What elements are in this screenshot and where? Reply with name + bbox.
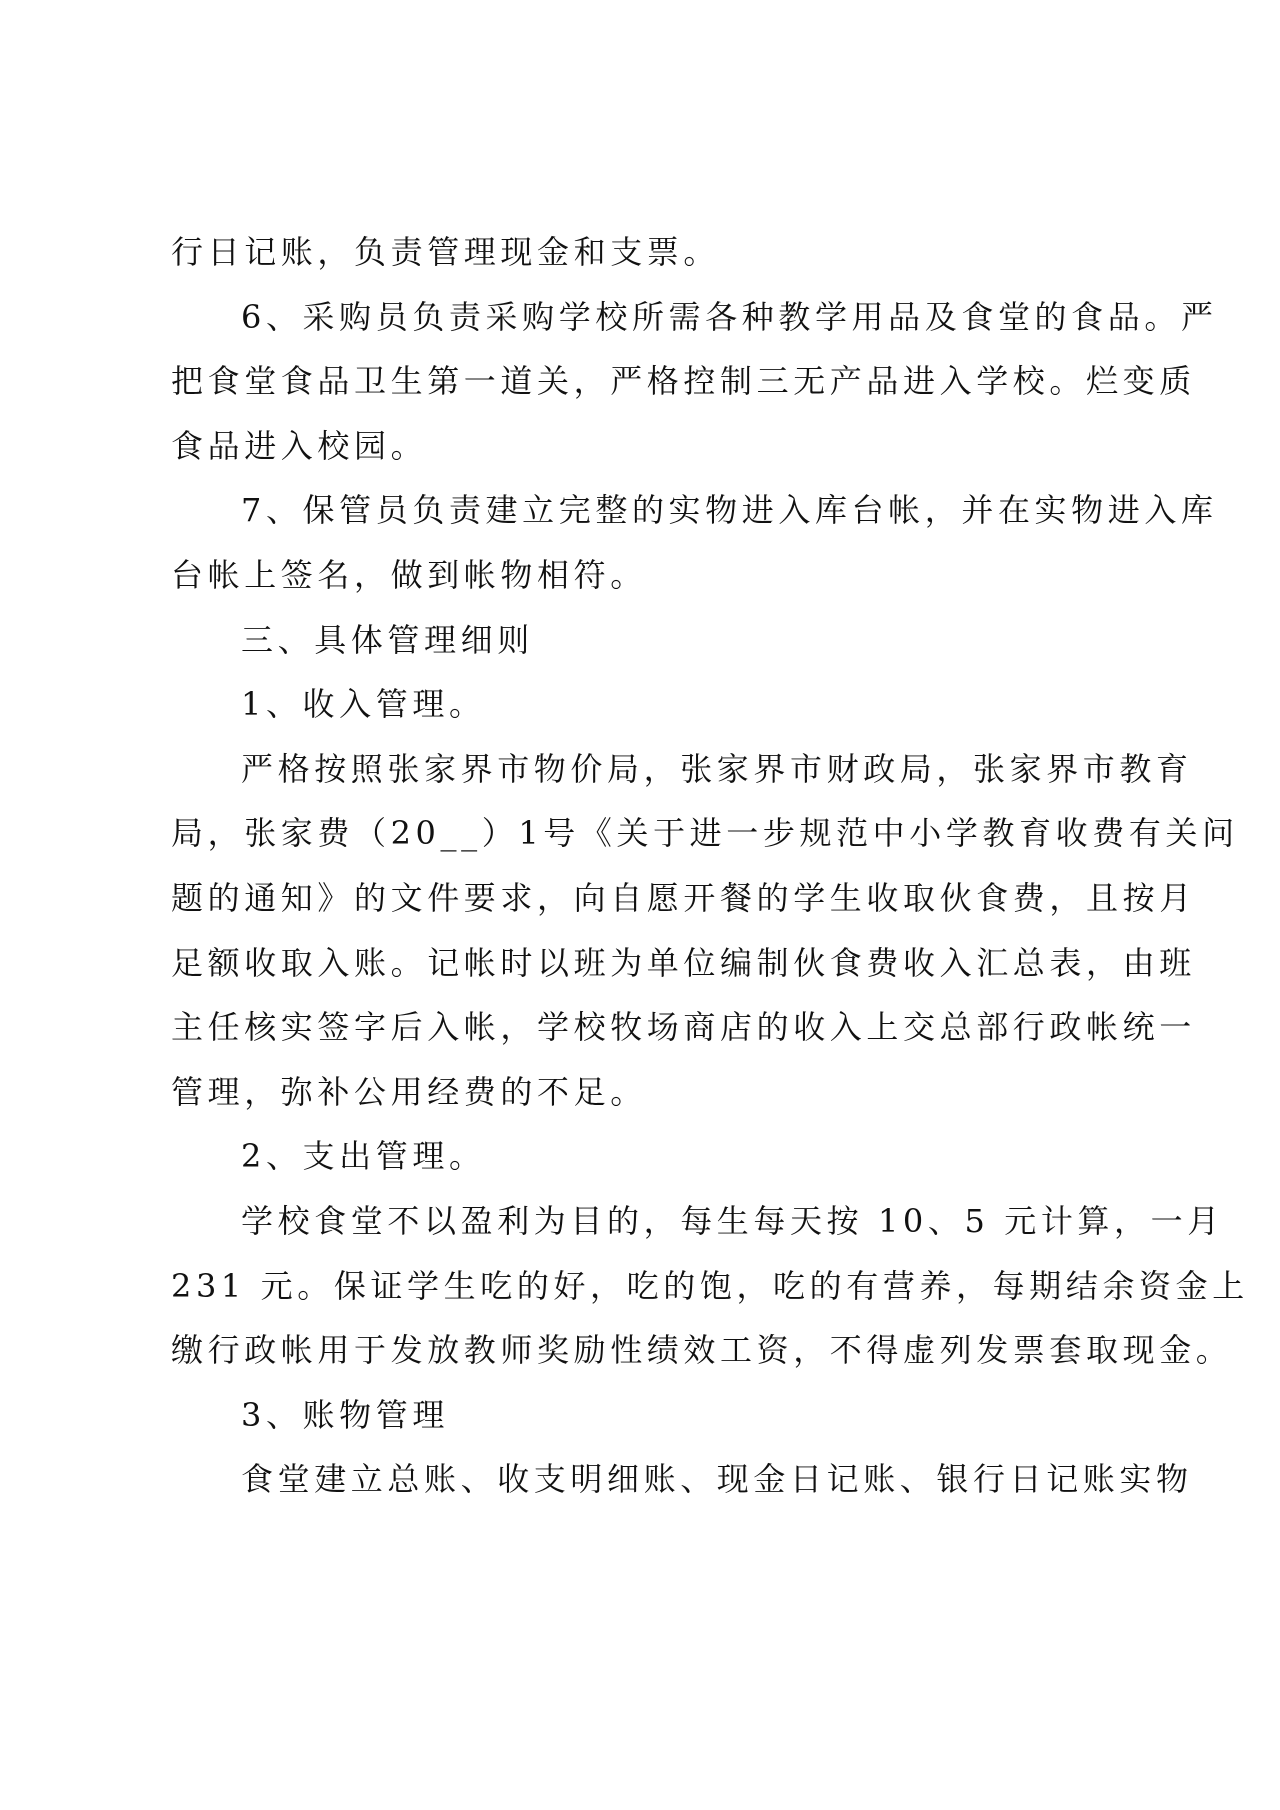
text-line-1: 行日记账，负责管理现金和支票。 (171, 233, 721, 271)
text-line-20: 食堂建立总账、收支明细账、现金日记账、银行日记账实物 (241, 1460, 1193, 1499)
text-line-13: 主任核实签字后入帐，学校牧场商店的收入上交总部行政帐统一 (171, 1008, 1196, 1047)
subsection-expense: 2、支出管理。 (241, 1137, 486, 1176)
text-line-14: 管理，弥补公用经费的不足。 (171, 1072, 647, 1111)
text-line-10: 局，张家费（20__）1号《关于进一步规范中小学教育收费有关问 (171, 814, 1239, 853)
text-line-4: 食品进入校园。 (171, 426, 428, 465)
body-text (171, 220, 1249, 1512)
text-line-17: 231 元。保证学生吃的好，吃的饱，吃的有营养，每期结余资金上 (171, 1266, 1249, 1305)
text-line-12: 足额收取入账。记帐时以班为单位编制伙食费收入汇总表，由班 (171, 943, 1196, 982)
text-line-3: 把食堂食品卫生第一道关，严格控制三无产品进入学校。烂变质 (171, 362, 1196, 401)
text-line-16: 学校食堂不以盈利为目的，每生每天按 10、5 元计算，一月 (241, 1201, 1224, 1240)
text-line-18: 缴行政帐用于发放教师奖励性绩效工资，不得虚列发票套取现金。 (171, 1331, 1233, 1370)
subsection-income: 1、收入管理。 (241, 685, 486, 724)
text-line-5: 7、保管员负责建立完整的实物进入库台帐，并在实物进入库 (241, 491, 1218, 530)
text-line-9: 严格按照张家界市物价局，张家界市财政局，张家界市教育 (241, 749, 1193, 788)
subsection-accounts: 3、账物管理 (241, 1395, 449, 1434)
section-heading: 三、具体管理细则 (241, 620, 534, 659)
text-line-6: 台帐上签名，做到帐物相符。 (171, 555, 647, 594)
text-line-2: 6、采购员负责采购学校所需各种教学用品及食堂的食品。严 (241, 297, 1218, 336)
text-line-11: 题的通知》的文件要求，向自愿开餐的学生收取伙食费，且按月 (171, 878, 1196, 917)
